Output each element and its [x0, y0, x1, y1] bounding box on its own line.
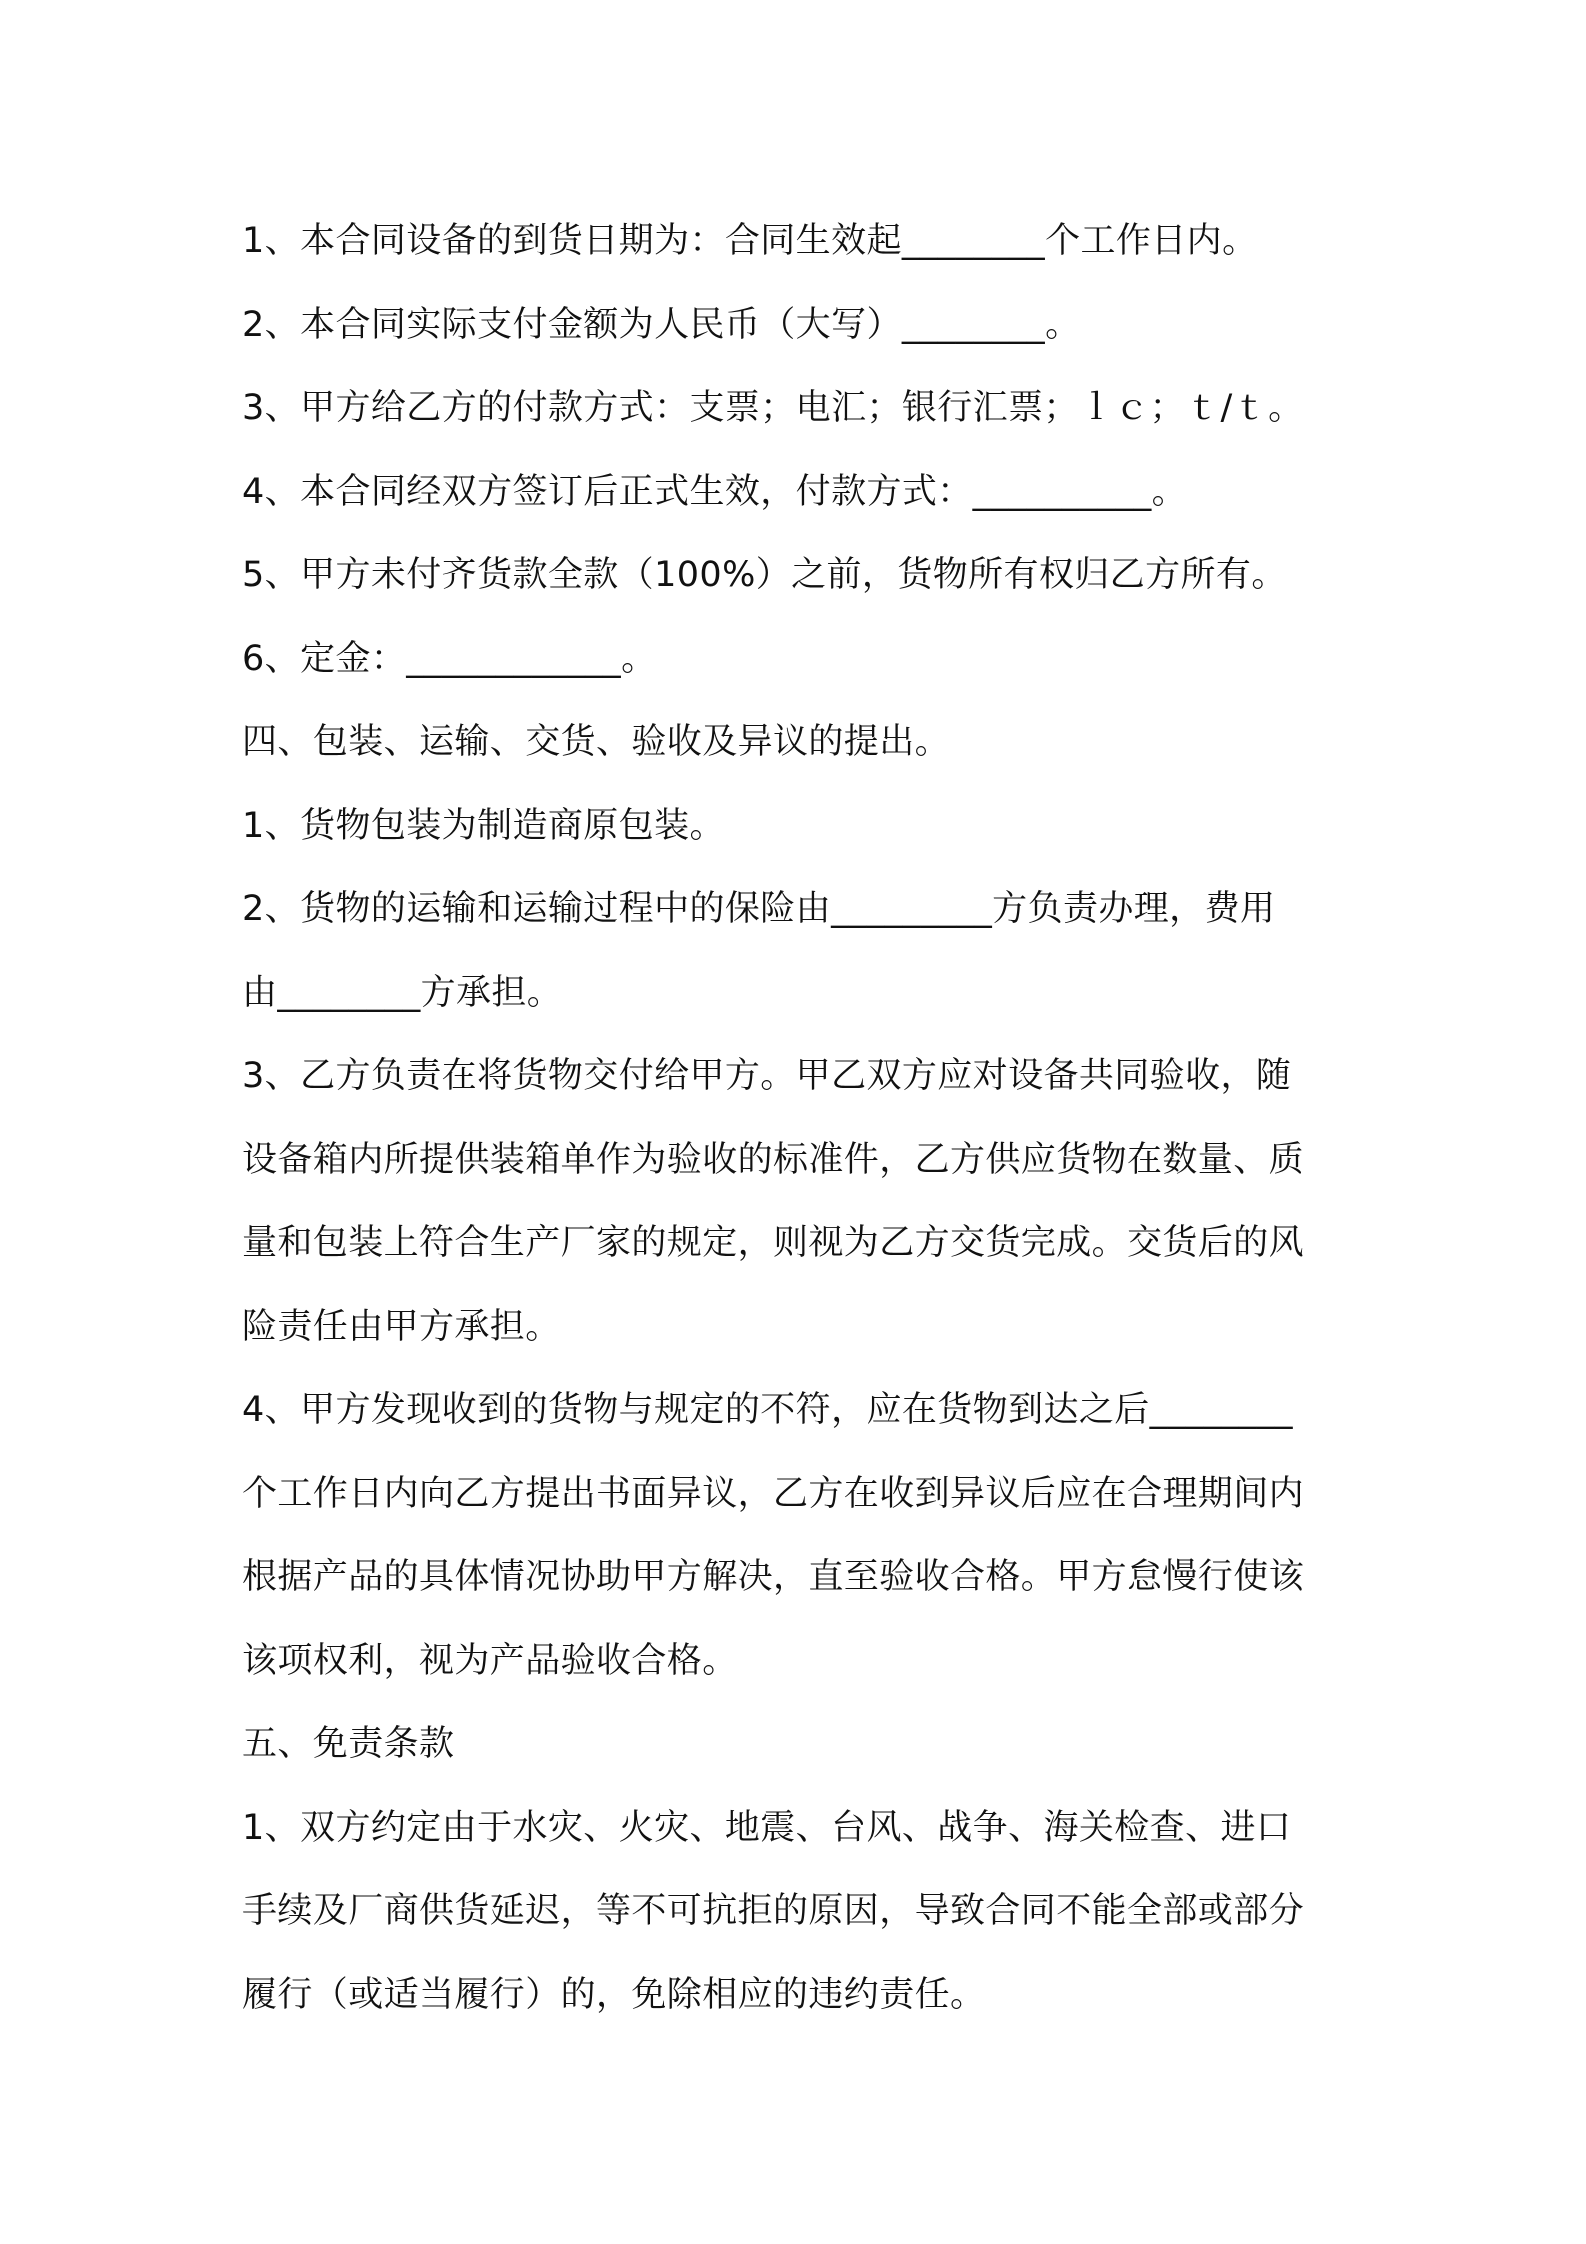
- document-body: [242, 200, 1367, 2037]
- clause-objection-line-4: 该项权利，视为产品验收合格。: [242, 1640, 738, 1681]
- clause-effective: 4、本合同经双方签订后正式生效，付款方式：__________。: [242, 471, 1188, 512]
- clause-acceptance-line-2: 设备箱内所提供装箱单作为验收的标准件，乙方供应货物在数量、质: [242, 1139, 1305, 1180]
- clause-transport-line-1: 2、货物的运输和运输过程中的保险由_________方负责办理，费用: [242, 889, 1276, 929]
- clause-transport-line-2: 由________方承担。: [242, 972, 563, 1013]
- clause-packaging: 1、货物包装为制造商原包装。: [242, 805, 725, 846]
- clause-objection-line-3: 根据产品的具体情况协助甲方解决，直至验收合格。甲方怠慢行使该: [242, 1557, 1305, 1597]
- clause-acceptance-line-1: 3、乙方负责在将货物交付给甲方。甲乙双方应对设备共同验收，随: [242, 1056, 1292, 1096]
- clause-acceptance-line-4: 险责任由甲方承担。: [242, 1306, 561, 1347]
- section-heading-exemption: 五、免责条款: [242, 1724, 455, 1764]
- clause-delivery-date: 1、本合同设备的到货日期为：合同生效起________个工作日内。: [242, 221, 1258, 261]
- clause-force-majeure-line-2: 手续及厂商供货延迟，等不可抗拒的原因，导致合同不能全部或部分: [242, 1891, 1305, 1931]
- clause-force-majeure-line-3: 履行（或适当履行）的，免除相应的违约责任。: [242, 1974, 986, 2015]
- section-heading-packaging: 四、包装、运输、交货、验收及异议的提出。: [242, 722, 951, 762]
- clause-acceptance-line-3: 量和包装上符合生产厂家的规定，则视为乙方交货完成。交货后的风: [242, 1223, 1305, 1263]
- clause-payment-method: 3、甲方给乙方的付款方式：支票；电汇；银行汇票；ｌｃ；ｔ/ｔ。: [242, 388, 1304, 428]
- clause-payment-amount: 2、本合同实际支付金额为人民币（大写）________。: [242, 304, 1081, 345]
- clause-force-majeure-line-1: 1、双方约定由于水灾、火灾、地震、台风、战争、海关检查、进口: [242, 1807, 1292, 1848]
- clause-objection-line-2: 个工作日内向乙方提出书面异议，乙方在收到异议后应在合理期间内: [242, 1473, 1305, 1514]
- clause-objection-line-1: 4、甲方发现收到的货物与规定的不符，应在货物到达之后________: [242, 1390, 1293, 1430]
- clause-deposit: 6、定金：____________。: [242, 638, 657, 679]
- clause-ownership: 5、甲方未付齐货款全款（100%）之前，货物所有权归乙方所有。: [242, 555, 1287, 595]
